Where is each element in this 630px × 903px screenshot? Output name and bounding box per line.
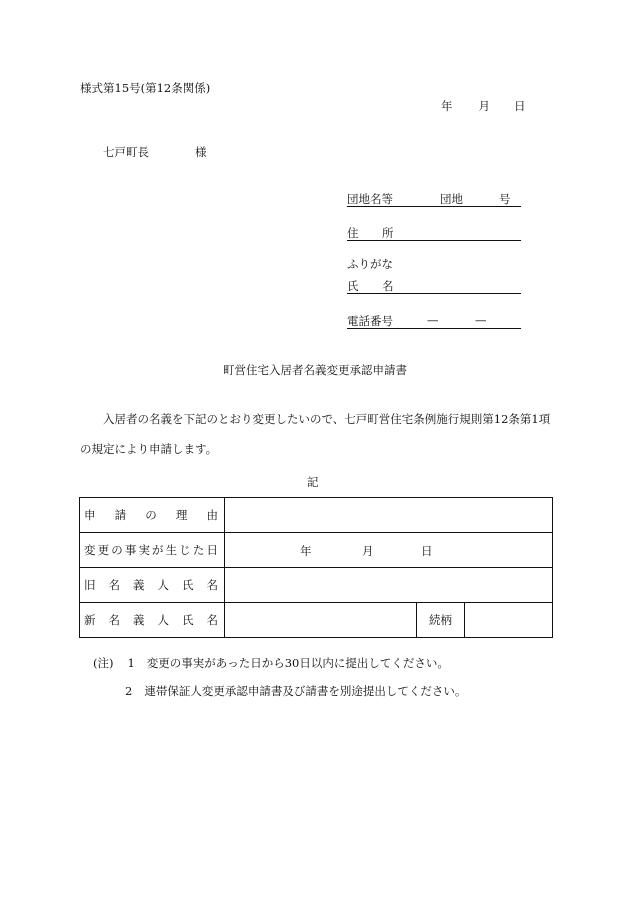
addressee-honorific: 様 <box>195 145 207 159</box>
address-label-1: 住 <box>347 226 359 240</box>
label-char: 名 <box>108 578 120 592</box>
phone-separator-1: — <box>427 313 439 327</box>
label-char: 義 <box>133 613 145 627</box>
new-name-label <box>80 603 225 638</box>
address-field[interactable] <box>347 225 521 241</box>
fact-date-value[interactable] <box>225 533 553 568</box>
table-row-fact-date <box>80 533 553 568</box>
address-label-2: 所 <box>382 226 394 240</box>
body-text <box>80 404 560 464</box>
table-row-reason <box>80 498 553 533</box>
label-char: 日 <box>206 543 218 557</box>
label-char: 請 <box>114 508 127 522</box>
label-char: 事 <box>124 543 137 557</box>
fact-date-label <box>80 533 225 568</box>
note-2-number: 2 <box>125 684 133 698</box>
phone-label: 電話番号 <box>347 314 393 328</box>
furigana-label: ふりがな <box>347 257 393 271</box>
label-char: 由 <box>206 508 218 522</box>
document-title: 町営住宅入居者名義変更承認申請書 <box>223 363 407 377</box>
relation-value[interactable] <box>465 603 553 638</box>
phone-separator-2: — <box>475 313 487 327</box>
submission-date <box>441 98 526 114</box>
label-char: 生 <box>165 543 178 557</box>
label-char: 新 <box>84 613 96 627</box>
fact-day-label: 日 <box>421 544 433 558</box>
ki-heading: 記 <box>307 475 319 489</box>
form-number: 様式第15号(第12条関係) <box>80 81 211 95</box>
reason-label <box>80 498 225 533</box>
label-char: じ <box>179 543 191 557</box>
reason-label-text <box>80 507 224 523</box>
note-2 <box>125 683 466 699</box>
old-name-value[interactable] <box>225 568 553 603</box>
danchi-field[interactable] <box>347 191 521 207</box>
relation-label: 続柄 <box>417 603 465 638</box>
room-suffix: 号 <box>499 192 511 206</box>
note-1 <box>93 655 449 671</box>
label-char: 理 <box>175 508 188 522</box>
label-char: 人 <box>157 613 169 627</box>
old-name-label-text <box>80 577 224 593</box>
note-1-text: 変更の事実があった日から30日以内に提出してください。 <box>146 656 449 670</box>
date-year-label: 年 <box>441 99 453 113</box>
phone-field[interactable] <box>347 313 521 329</box>
fact-date-label-text <box>80 542 224 558</box>
name-field[interactable] <box>347 278 521 294</box>
new-name-value[interactable] <box>225 603 417 638</box>
label-char: 旧 <box>84 578 96 592</box>
note-1-number: 1 <box>127 656 135 670</box>
date-month-label: 月 <box>478 99 490 113</box>
label-char: 申 <box>84 508 96 522</box>
label-char: 名 <box>108 613 120 627</box>
old-name-label <box>80 568 225 603</box>
note-prefix: (注) <box>93 656 114 670</box>
name-label-2: 名 <box>382 279 394 293</box>
new-name-label-text <box>80 612 224 628</box>
reason-value[interactable] <box>225 498 553 533</box>
label-char: が <box>152 543 164 557</box>
note-2-text: 連帯保証人変更承認申請書及び請書を別途提出してください。 <box>144 684 467 698</box>
fact-month-label: 月 <box>362 544 374 558</box>
label-char: 名 <box>206 613 218 627</box>
label-char: 氏 <box>182 578 194 592</box>
fact-year-label: 年 <box>300 544 312 558</box>
addressee-name: 七戸町長 <box>103 145 149 159</box>
addressee <box>103 144 207 160</box>
label-char: 実 <box>138 543 150 557</box>
label-char: た <box>192 543 205 557</box>
label-char: 人 <box>157 578 169 592</box>
label-char: 更 <box>97 543 110 557</box>
table-row-old-name <box>80 568 553 603</box>
danchi-suffix: 団地 <box>440 192 463 206</box>
label-char: 名 <box>206 578 218 592</box>
application-table <box>79 497 553 638</box>
date-day-label: 日 <box>514 99 526 113</box>
label-char: の <box>145 508 157 522</box>
label-char: の <box>111 543 123 557</box>
body-text-content: 入居者の名義を下記のとおり変更したいので、七戸町営住宅条例施行規則第12条第1項の規定により申請します。 <box>80 412 551 456</box>
table-row-new-name <box>80 603 553 638</box>
danchi-label: 団地名等 <box>347 192 393 206</box>
label-char: 変 <box>84 543 96 557</box>
label-char: 義 <box>133 578 145 592</box>
label-char: 氏 <box>182 613 194 627</box>
name-label-1: 氏 <box>347 279 359 293</box>
